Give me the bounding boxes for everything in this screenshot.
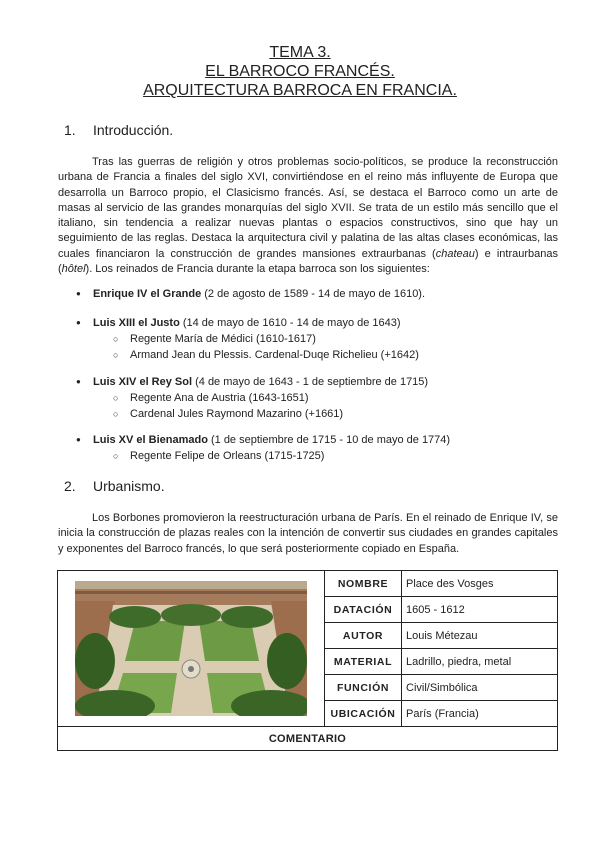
reign-name: Luis XIII el Justo — [93, 317, 180, 329]
section-2-number: 2. — [64, 478, 76, 494]
label-ubicacion: UBICACIÓN — [325, 701, 402, 727]
place-des-vosges-photo — [75, 581, 307, 716]
title-line-2: EL BARROCO FRANCÉS. — [205, 63, 395, 80]
document-title — [0, 43, 600, 100]
section-1-title: Introducción. — [93, 122, 174, 138]
regent-list — [93, 331, 419, 363]
intro-text-a: Tras las guerras de religión y otros problemas socio-políticos, se produce la reconstrucción urbana de Francia a finales del siglo XVI, convirtiéndose en el reino más influyente de Europa que desarrolla un Barroco propio, el Clasicismo francés. Así, se destaca el Barroco como un arte de masas al servicio de las grandes monarquías del siglo XVII. Se trata de un estilo más sencillo que el italiano, sin tendencia a realizar nuevas plantas o espacios constructivos, sino que hay un seguimiento de las reglas. Destaca la arquitectura civil y palatina de las altas clases económicas, las cuales financiaron la construcción de grandes mansiones extraurbanas ( — [58, 156, 558, 260]
label-material: MATERIAL — [325, 649, 402, 675]
regent-item: ○ Regente María de Médici (1610-1617) — [93, 331, 419, 347]
label-nombre: NOMBRE — [325, 571, 402, 597]
label-funcion: FUNCIÓN — [325, 675, 402, 701]
label-datacion: DATACIÓN — [325, 597, 402, 623]
reign-list-2 — [76, 315, 419, 363]
reign-list-1 — [76, 286, 425, 302]
regent-item: ○ Armand Jean du Plessis. Cardenal-Duqe Richelieu (+1642) — [93, 347, 419, 363]
reign-item — [76, 315, 419, 363]
urbanism-paragraph — [58, 511, 558, 557]
artwork-card — [57, 570, 558, 751]
value-datacion: 1605 - 1612 — [402, 597, 558, 623]
reign-list-4 — [76, 432, 450, 464]
regent-item: ○ Regente Felipe de Orleans (1715-1725) — [93, 448, 450, 464]
intro-term-chateau: chateau — [435, 247, 475, 260]
value-autor: Louis Métezau — [402, 623, 558, 649]
value-material: Ladrillo, piedra, metal — [402, 649, 558, 675]
comment-header: COMENTARIO — [58, 727, 558, 751]
regent-list — [93, 390, 428, 422]
reign-dates: (14 de mayo de 1610 - 14 de mayo de 1643) — [179, 317, 401, 329]
regent-item: ○ Cardenal Jules Raymond Mazarino (+1661) — [93, 406, 428, 422]
value-nombre: Place des Vosges — [402, 571, 558, 597]
reign-item — [76, 374, 428, 422]
photo-cell — [58, 571, 325, 727]
title-line-3: ARQUITECTURA BARROCA EN FRANCIA. — [143, 82, 457, 99]
reign-dates: (4 de mayo de 1643 - 1 de septiembre de 1715) — [192, 376, 429, 388]
section-2-heading — [64, 478, 165, 494]
section-2-title: Urbanismo. — [93, 478, 165, 494]
reign-name: Enrique IV el Grande — [93, 288, 202, 300]
value-funcion: Civil/Simbólica — [402, 675, 558, 701]
reign-dates: (2 de agosto de 1589 - 14 de mayo de 1610). — [201, 288, 426, 300]
reign-item — [76, 432, 450, 464]
regent-item: ○ Regente Ana de Austria (1643-1651) — [93, 390, 428, 406]
regent-list — [93, 448, 450, 464]
title-line-1: TEMA 3. — [269, 44, 331, 61]
intro-term-hotel: hôtel — [61, 263, 86, 276]
intro-text-c: ). Los reinados de Francia durante la etapa barroca son los siguientes: — [85, 263, 430, 276]
urbanism-text: Los Borbones promovieron la reestructuración urbana de París. En el reinado de Enrique IV, se inicia la construcción de plazas reales con la intención de convertir sus ciudades en grandes capitales y exponentes del Barroco francés, lo que será posteriormente copiado en España. — [58, 512, 558, 555]
reign-list-3 — [76, 374, 428, 422]
reign-name: Luis XV el Bienamado — [93, 434, 208, 446]
reign-item — [76, 286, 425, 302]
value-ubicacion: París (Francia) — [402, 701, 558, 727]
section-1-heading — [64, 122, 173, 138]
label-autor: AUTOR — [325, 623, 402, 649]
intro-text-b: ) e intraurbanas ( — [58, 247, 558, 276]
intro-paragraph — [58, 155, 558, 277]
section-1-number: 1. — [64, 122, 76, 138]
reign-dates: (1 de septiembre de 1715 - 10 de mayo de 1774) — [207, 434, 451, 446]
reign-name: Luis XIV el Rey Sol — [93, 376, 193, 388]
